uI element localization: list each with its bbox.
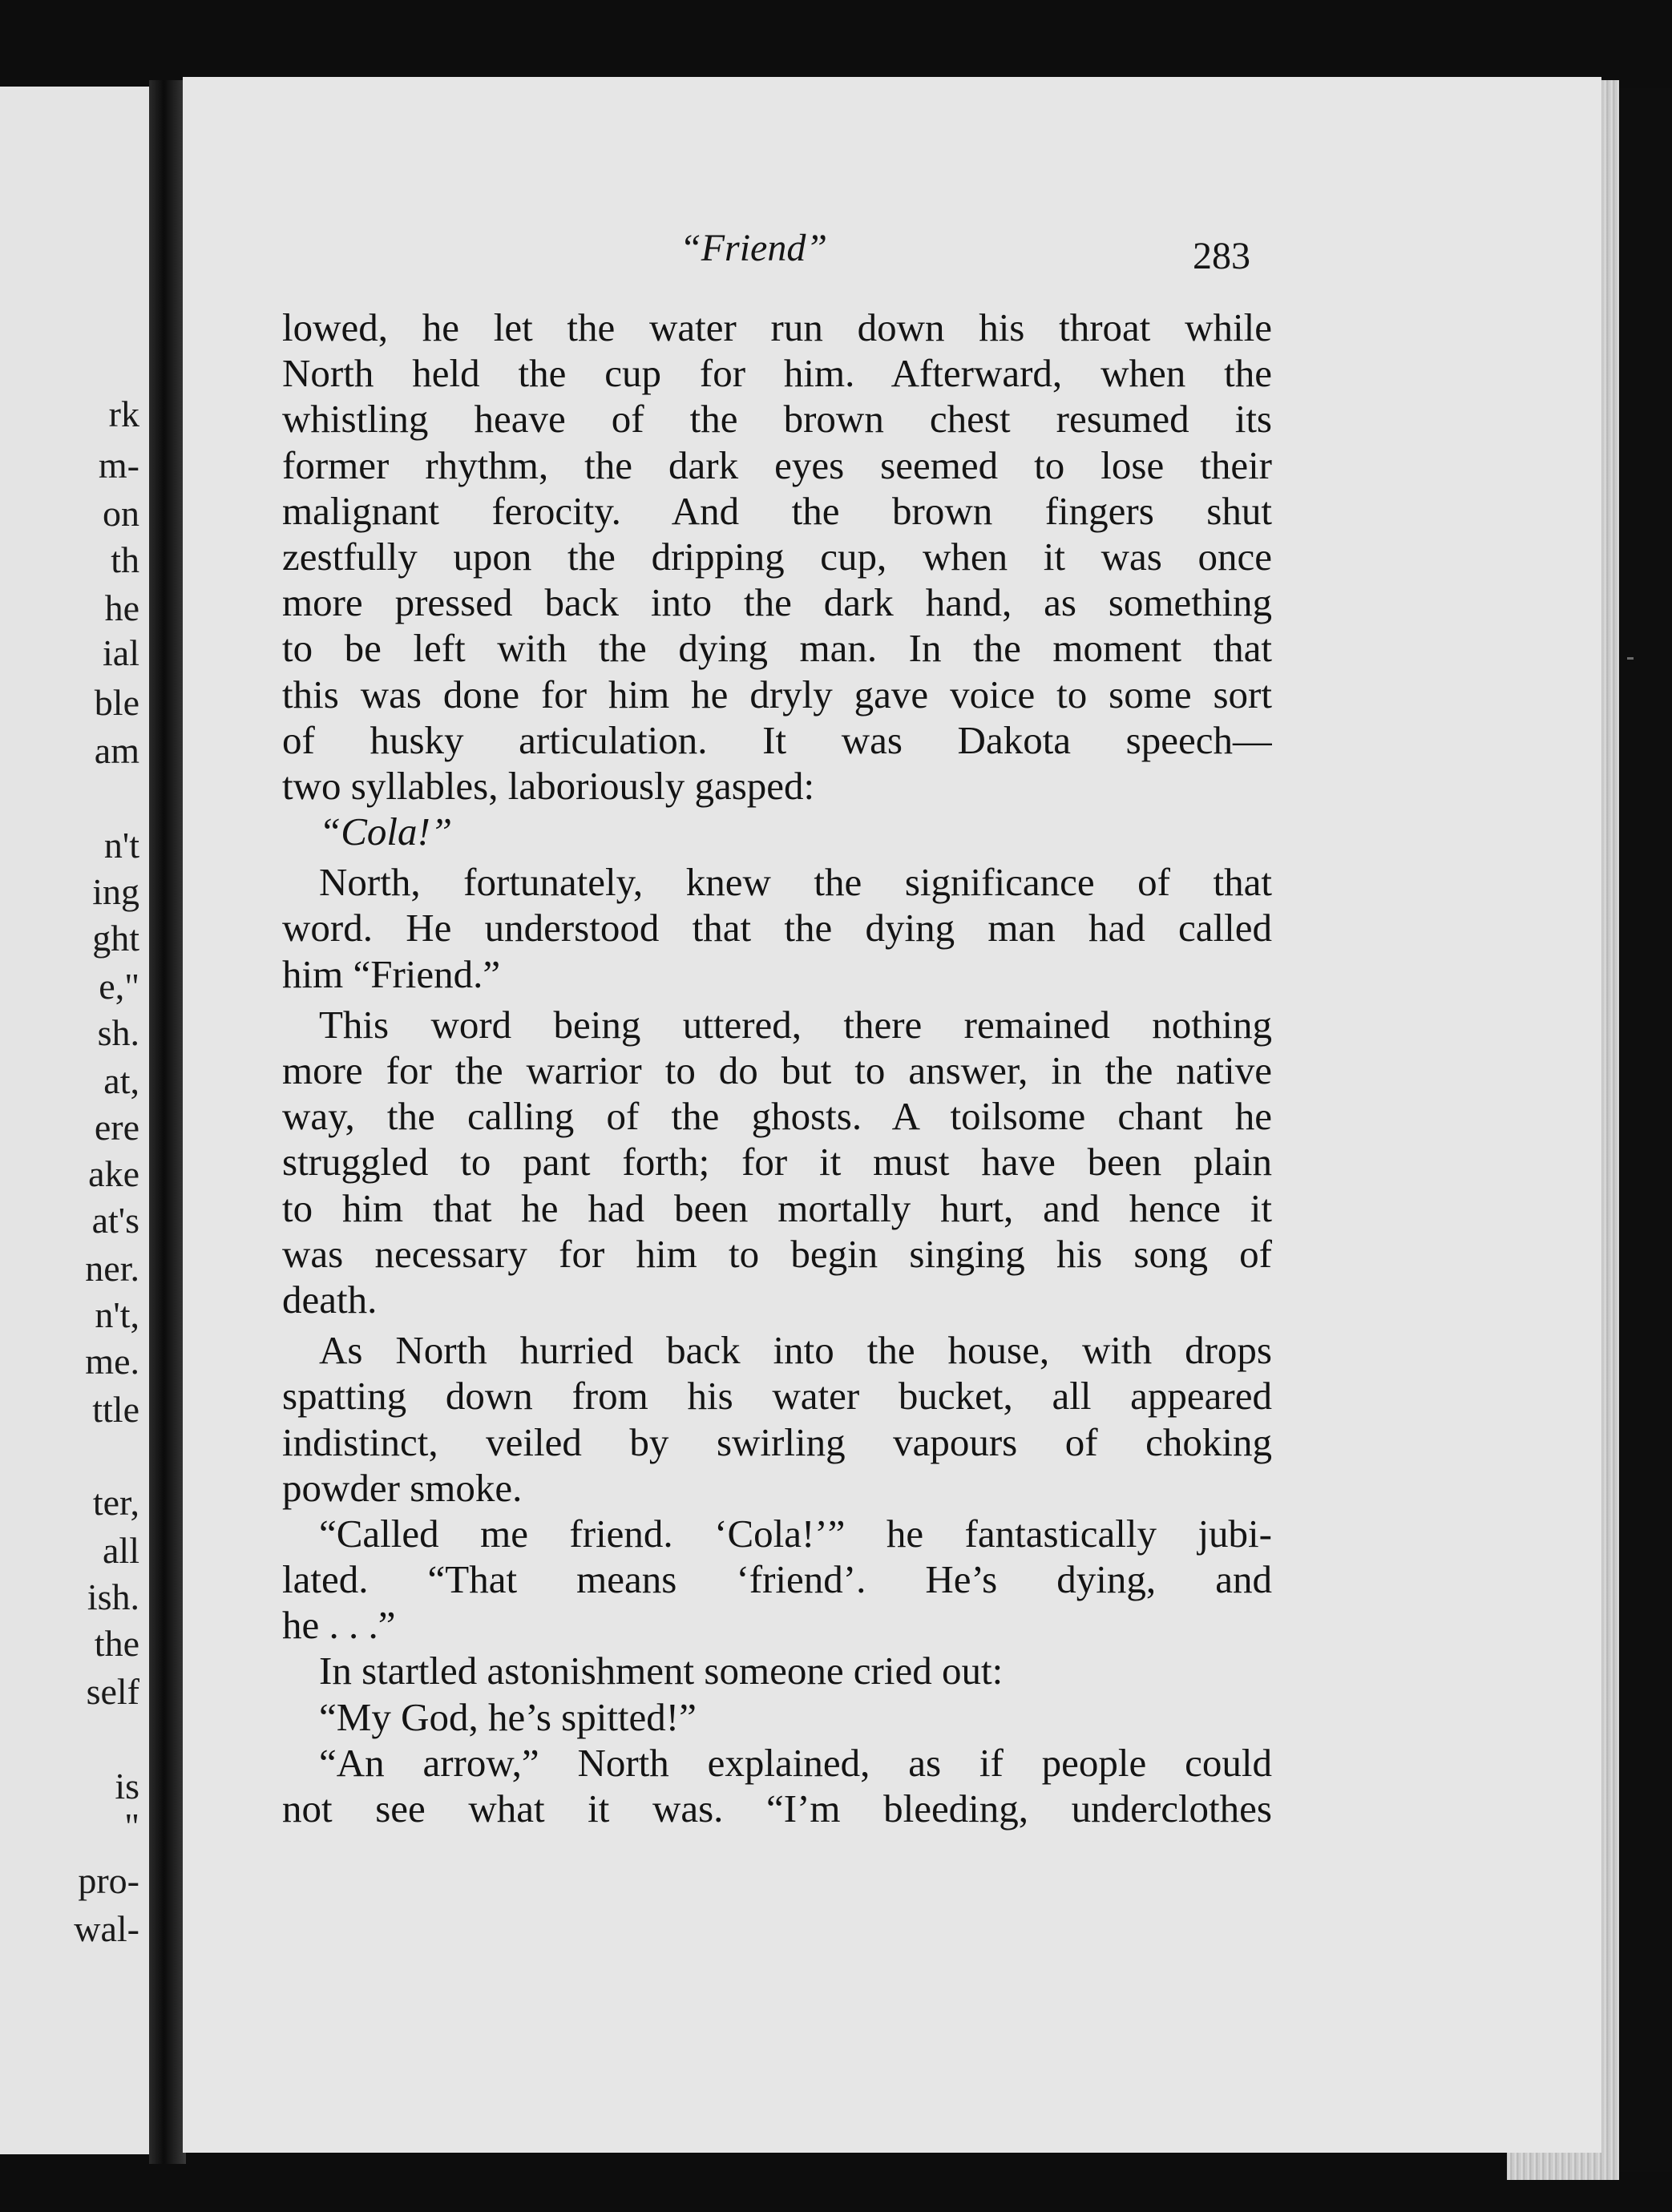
left-line-fragment: all bbox=[103, 1530, 139, 1571]
text-line: more for the warrior to do but to answer, in the native bbox=[282, 1048, 1272, 1092]
left-line-fragment: e," bbox=[99, 966, 139, 1007]
text-line: struggled to pant forth; for it must have been plain bbox=[282, 1140, 1272, 1185]
left-line-fragment: " bbox=[124, 1806, 139, 1847]
page-number: 283 bbox=[1193, 235, 1250, 277]
text-line: In startled astonishment someone cried out: bbox=[319, 1649, 1004, 1693]
text-line: zestfully upon the dripping cup, when it was once bbox=[282, 534, 1272, 579]
text-line: way, the calling of the ghosts. A toilsome chant he bbox=[282, 1094, 1272, 1139]
left-line-fragment: rk bbox=[108, 394, 139, 434]
left-line-fragment: ere bbox=[94, 1107, 139, 1148]
text-line: North, fortunately, knew the significance of that bbox=[319, 860, 1272, 905]
text-line: spatting down from his water bucket, all appeared bbox=[282, 1374, 1272, 1419]
left-line-fragment: ter, bbox=[92, 1482, 139, 1523]
text-line: former rhythm, the dark eyes seemed to lose their bbox=[282, 442, 1272, 487]
left-line-fragment: ttle bbox=[92, 1389, 139, 1430]
left-line-fragment: ght bbox=[92, 918, 139, 959]
book-gutter bbox=[149, 80, 186, 2164]
text-line: This word being uttered, there remained nothing bbox=[319, 1002, 1272, 1047]
left-line-fragment: self bbox=[86, 1671, 139, 1712]
text-line: was necessary for him to begin singing his song of bbox=[282, 1231, 1272, 1276]
text-line: lowed, he let the water run down his throat while bbox=[282, 305, 1272, 349]
left-line-fragment: ial bbox=[103, 632, 139, 673]
text-line: more pressed back into the dark hand, as something bbox=[282, 580, 1272, 625]
left-line-fragment: ble bbox=[94, 682, 139, 723]
text-line: North held the cup for him. Afterward, when the bbox=[282, 351, 1272, 396]
scan-speck bbox=[1627, 657, 1634, 660]
text-line: indistinct, veiled by swirling vapours of choking bbox=[282, 1419, 1272, 1464]
left-line-fragment: at, bbox=[103, 1060, 139, 1101]
left-line-fragment: ake bbox=[88, 1153, 139, 1194]
left-line-fragment: th bbox=[111, 539, 139, 580]
running-head: “Friend” bbox=[680, 227, 828, 269]
text-line: word. He understood that the dying man had called bbox=[282, 906, 1272, 951]
left-line-fragment: is bbox=[115, 1766, 139, 1806]
left-line-fragment: on bbox=[103, 493, 139, 534]
text-line: to him that he had been mortally hurt, and hence it bbox=[282, 1185, 1272, 1230]
left-line-fragment: m- bbox=[98, 445, 139, 486]
left-line-fragment: n't bbox=[103, 825, 139, 866]
left-line-fragment: ing bbox=[92, 871, 139, 912]
left-line-fragment: wal- bbox=[74, 1908, 139, 1949]
text-line: As North hurried back into the house, with drops bbox=[319, 1328, 1272, 1373]
text-line: “Called me friend. ‘Cola!’” he fantastically jubi- bbox=[319, 1511, 1272, 1556]
text-line: whistling heave of the brown chest resumed its bbox=[282, 397, 1272, 442]
text-line: of husky articulation. It was Dakota speech— bbox=[282, 717, 1272, 762]
left-line-fragment: ish. bbox=[87, 1576, 139, 1617]
left-line-fragment: pro- bbox=[78, 1860, 139, 1901]
left-line-fragment: sh. bbox=[97, 1012, 139, 1053]
text-line: lated. “That means ‘friend’. He’s dying, and bbox=[282, 1557, 1272, 1602]
text-line: two syllables, laboriously gasped: bbox=[282, 763, 815, 808]
left-page-fragment bbox=[0, 87, 149, 2154]
text-line: he . . .” bbox=[282, 1603, 396, 1648]
body-text bbox=[282, 305, 1272, 1831]
text-line: death. bbox=[282, 1277, 378, 1322]
text-line-italic: “Cola!” bbox=[319, 809, 453, 854]
text-line: to be left with the dying man. In the moment that bbox=[282, 626, 1272, 671]
left-line-fragment: me. bbox=[85, 1341, 139, 1382]
left-line-fragment: n't, bbox=[95, 1294, 139, 1335]
text-line: powder smoke. bbox=[282, 1465, 523, 1510]
left-line-fragment: at's bbox=[91, 1200, 139, 1241]
text-line: malignant ferocity. And the brown fingers shut bbox=[282, 488, 1272, 533]
text-line: not see what it was. “I’m bleeding, underclothes bbox=[282, 1786, 1272, 1831]
left-line-fragment: ner. bbox=[85, 1248, 139, 1289]
text-line: this was done for him he dryly gave voice to some sort bbox=[282, 672, 1272, 716]
text-line: “An arrow,” North explained, as if people could bbox=[319, 1740, 1272, 1785]
left-line-fragment: the bbox=[94, 1623, 139, 1664]
text-line: “My God, he’s spitted!” bbox=[319, 1694, 697, 1739]
left-line-fragment: he bbox=[104, 587, 139, 628]
text-line: him “Friend.” bbox=[282, 951, 501, 996]
scan-edge-shadow bbox=[1619, 88, 1672, 2172]
left-line-fragment: am bbox=[94, 730, 139, 771]
